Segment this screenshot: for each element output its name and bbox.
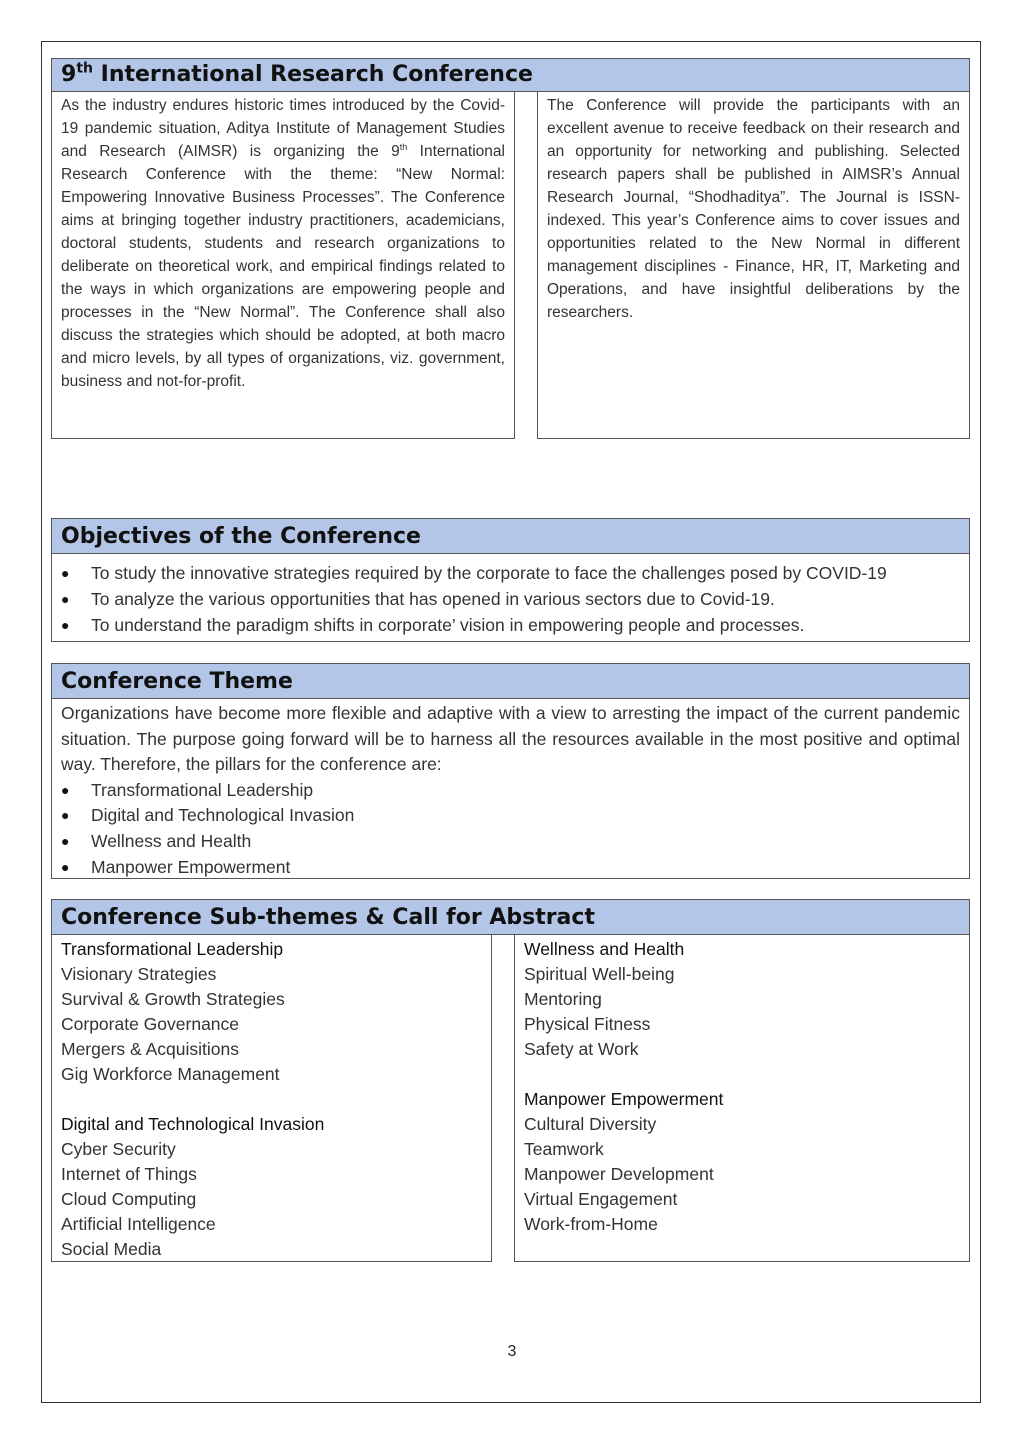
bullet-icon: ● bbox=[61, 807, 70, 824]
list-item: ● Manpower Empowerment bbox=[52, 855, 969, 881]
subtheme-heading: Digital and Technological Invasion bbox=[61, 1114, 325, 1134]
list-item: Artificial Intelligence bbox=[61, 1214, 216, 1234]
subtheme-heading: Wellness and Health bbox=[524, 939, 685, 959]
title-text: International Research Conference bbox=[92, 62, 533, 87]
spacer bbox=[61, 1087, 491, 1112]
subtheme-heading: Transformational Leadership bbox=[61, 939, 284, 959]
objectives-list bbox=[52, 561, 969, 638]
list-item: Mentoring bbox=[524, 989, 602, 1009]
list-item: Physical Fitness bbox=[524, 1014, 651, 1034]
spacer bbox=[524, 1062, 969, 1087]
bullet-icon: ● bbox=[61, 616, 70, 633]
theme-pillars-list bbox=[52, 778, 969, 881]
list-item: Survival & Growth Strategies bbox=[61, 989, 285, 1009]
list-item: Virtual Engagement bbox=[524, 1189, 678, 1209]
bullet-icon: ● bbox=[61, 858, 70, 875]
list-item: Cloud Computing bbox=[61, 1189, 197, 1209]
subthemes-section-title: Conference Sub-themes & Call for Abstract bbox=[51, 899, 970, 935]
bullet-icon: ● bbox=[61, 565, 70, 581]
intro-right-box bbox=[537, 91, 970, 439]
subthemes-left-box bbox=[51, 934, 492, 1262]
objectives-section-title: Objectives of the Conference bbox=[51, 518, 970, 554]
list-item: Mergers & Acquisitions bbox=[61, 1039, 239, 1059]
list-item: Cyber Security bbox=[61, 1139, 176, 1159]
list-item: ● To understand the paradigm shifts in corporate’ vision in empowering people and processes. bbox=[52, 613, 969, 639]
subthemes-left-list bbox=[52, 935, 491, 1262]
list-item: Safety at Work bbox=[524, 1039, 639, 1059]
intro-left-paragraph: As the industry endures historic times introduced by the Covid-19 pandemic situation, Aditya Institute of Management Studies and Research (AIMSR) is organizing the 9th International Research Conference with the theme: “New Normal: Empowering Innovative Business Processes”. The Conference aims at bringing together industry practitioners, academicians, doctoral students, students and research organizations to deliberate on theoretical work, and empirical findings related to the ways in which organizations are empowering people and processes in the “New Normal”. The Conference shall also discuss the strategies which should be adopted, at both macro and micro levels, by all types of organizations, viz. government, business and not-for-profit. bbox=[61, 97, 505, 390]
list-item: ● Wellness and Health bbox=[52, 829, 969, 855]
list-item: ● Digital and Technological Invasion bbox=[52, 803, 969, 829]
list-item: Gig Workforce Management bbox=[61, 1064, 280, 1084]
theme-paragraph: Organizations have become more flexible and adaptive with a view to arresting the impact of the current pandemic situation. The purpose going forward will be to harness all the resources available in the most positive and optimal way. Therefore, the pillars for the conference are: bbox=[61, 703, 960, 774]
list-item: Social Media bbox=[61, 1239, 162, 1259]
intro-section-title bbox=[51, 58, 970, 92]
list-item: Internet of Things bbox=[61, 1164, 197, 1184]
list-item: Cultural Diversity bbox=[524, 1114, 657, 1134]
list-item: ● Transformational Leadership bbox=[52, 778, 969, 804]
list-item: Corporate Governance bbox=[61, 1014, 240, 1034]
title-number: 9 bbox=[61, 62, 77, 87]
bullet-icon: ● bbox=[61, 781, 70, 798]
subtheme-heading: Manpower Empowerment bbox=[524, 1089, 724, 1109]
theme-section-title: Conference Theme bbox=[51, 663, 970, 699]
intro-right-paragraph: The Conference will provide the participants with an excellent avenue to receive feedback on their research and an opportunity for networking and publishing. Selected research papers shall be published in AIMSR’s Annual Research Journal, “Shodhaditya”. The Journal is ISSN-indexed. This year’s Conference aims to cover issues and opportunities related to the New Normal in different management disciplines - Finance, HR, IT, Marketing and Operations, and have insightful deliberations by the researchers. bbox=[547, 97, 960, 321]
subthemes-right-list bbox=[515, 935, 969, 1237]
list-item: Teamwork bbox=[524, 1139, 604, 1159]
page-number: 3 bbox=[507, 1343, 517, 1360]
bullet-icon: ● bbox=[61, 833, 70, 850]
list-item: Manpower Development bbox=[524, 1164, 714, 1184]
list-item: Spiritual Well-being bbox=[524, 964, 675, 984]
list-item: Work-from-Home bbox=[524, 1214, 658, 1234]
intro-left-box bbox=[51, 91, 515, 439]
subthemes-right-box bbox=[514, 934, 970, 1262]
list-item: Visionary Strategies bbox=[61, 964, 217, 984]
title-superscript: th bbox=[76, 60, 93, 77]
list-item: ● To analyze the various opportunities that has opened in various sectors due to Covid-19. bbox=[52, 587, 969, 613]
bullet-icon: ● bbox=[61, 590, 70, 607]
theme-box bbox=[51, 698, 970, 879]
list-item: ● To study the innovative strategies required by the corporate to face the challenges posed by COVID-19 bbox=[52, 561, 969, 587]
objectives-box bbox=[51, 553, 970, 642]
